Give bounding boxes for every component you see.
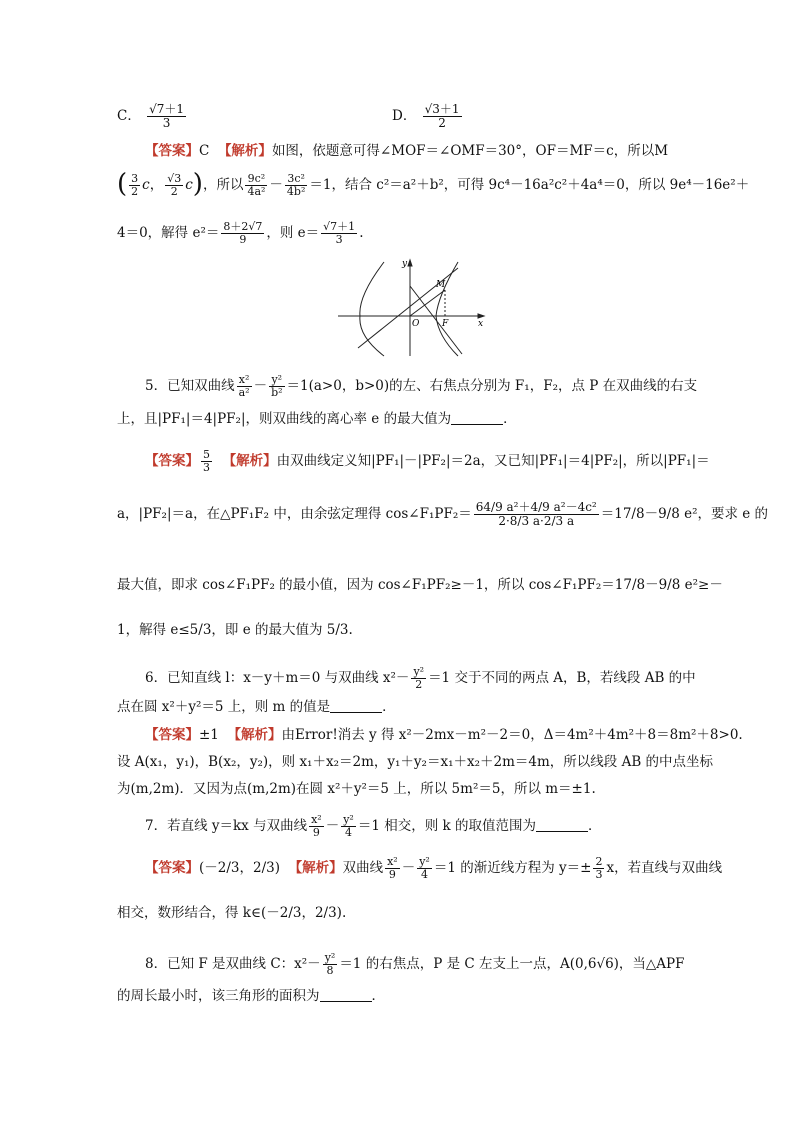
q4-answer-line [145,141,705,161]
q6-analysis-3: 为(m,2m)．又因为点(m,2m)在圆 x²＋y²＝5 上，所以 5m²＝5，所以 m＝±1. [117,781,596,797]
answer-tag: 【答案】 [145,860,199,876]
q5-analysis-2a: a，|PF₂|＝ [117,506,186,522]
m-label: M [436,280,446,290]
q5-analysis-1: 由双曲线定义知|PF₁|－|PF₂|＝2a，又已知|PF₁|＝4|PF₂|，所以|PF₁|＝ [276,453,710,469]
q4-analysis-3b: ，则 e＝ [266,225,320,241]
q5-analysis-2b: a，在△PF₁F₂ 中，由余弦定理得 cos∠F₁PF₂＝ [185,506,472,522]
right-branch [436,262,458,356]
q6-question-line-1: 6．已知直线 l：x－y＋m＝0 与双曲线 x²－ $\frac{\text{y²}}{2}$ ＝1 交于不同的两点 A，B，若线段 AB 的中 [145,665,696,691]
answer-blank [536,819,588,832]
q5-question-line-2: 上，且|PF₁|＝4|PF₂|，则双曲线的离心率 e 的最大值为 ． [117,411,517,427]
answer-blank [320,989,372,1002]
q7-analysis-line-2 [117,903,677,923]
q5-analysis-line-4 [117,620,677,640]
x-axis-arrow [478,314,484,318]
option-d [392,96,592,136]
q8-question-line-1: 8．已知 F 是双曲线 C：x²－ $\frac{\text{y²}}{8}$ ＝1 的右焦点，P 是 C 左支上一点，A(0,6√6)，当△APF [145,951,685,977]
answer-blank [330,700,382,713]
q5-analysis-line-3 [117,575,723,595]
answer-blank [451,412,503,425]
q6-answer: ±1 [199,727,219,743]
cosine-fraction: $\frac{\text{64/9 a²＋4/9 a²－4c²}}{2\cdot 8/3 a\cdot 2/3 a}$ [475,500,597,528]
q6-q2: 点在圆 x²＋y²＝5 上，则 m 的值是 [117,699,331,715]
q7-question-line: 7．若直线 y＝kx 与双曲线 $\frac{\text{x²}}{9}$ － $\frac{\text{y²}}{4}$ ＝1 相交，则 k 的取值范围为 ． [145,813,602,839]
q6-q1b: ＝1 交于不同的两点 A，B，若线段 AB 的中 [428,670,696,686]
q5-q1b: ＝1(a>0，b>0)的左、右焦点分别为 F₁，F₂，点 P 在双曲线的右支 [286,378,698,394]
q8-question-line-2: 的周长最小时，该三角形的面积为 ． [117,988,385,1004]
y-label: y [402,259,408,269]
origin-label: O [412,319,420,329]
q4-analysis-1: 如图，依题意可得∠MOF＝∠OMF＝30°，OF＝MF＝c，所以M [271,143,669,159]
q6-analysis-2: 设 A(x₁，y₁)，B(x₂，y₂)，则 x₁＋x₂＝2m，y₁＋y₂＝x₁＋x₂＋2m＝4m，所以线段 AB 的中点坐标 [117,754,714,770]
q5-answer-line [145,441,710,481]
f-label: F [442,319,449,329]
q4-analysis-2a: ，所以 [202,177,244,193]
q5-q2: 上，且|PF₁|＝4|PF₂|，则双曲线的离心率 e 的最大值为 [117,411,452,427]
y-axis-arrow [408,260,412,266]
q8-q2: 的周长最小时，该三角形的面积为 [117,988,320,1004]
q6-answer-line [145,725,743,745]
q7-q1b: ＝1 相交，则 k 的取值范围为 [357,818,536,834]
analysis-tag: 【解析】 [227,727,282,743]
option-c-label: C． [117,108,141,124]
left-branch [360,262,384,356]
x-label: x [478,319,484,329]
q4-analysis-3a: 4＝0，解得 e²＝ [117,225,220,241]
q6-q1a: 6．已知直线 l：x－y＋m＝0 与双曲线 x²－ [145,670,410,686]
q6-analysis-1: 由Error!消去 y 得 x²－2mx－m²－2＝0，Δ＝4m²＋4m²＋8＝8m²＋8>0. [281,727,743,743]
q8-q1a: 8．已知 F 是双曲线 C：x²－ [145,956,321,972]
q6-question-line-2: 点在圆 x²＋y²＝5 上，则 m 的值是 ． [117,699,396,715]
option-d-fraction: $\frac{√3+1}{2}$ [424,102,460,130]
q5-analysis-4: 1，解得 e≤5/3，即 e 的最大值为 5/3. [117,622,353,638]
q5-q1a: 5．已知双曲线 [145,378,235,394]
q7-answer: (－2/3，2/3) [199,860,280,876]
q8-q1b: ＝1 的右焦点，P 是 C 左支上一点，A(0,6√6)，当△APF [339,956,685,972]
q7-analysis-1b: ＝1 的渐近线方程为 y＝± [433,860,592,876]
q7-analysis-1c: x，若直线与双曲线 [606,860,723,876]
option-c-fraction: $\frac{√7+1}{3}$ [149,102,185,130]
q6-analysis-line-3 [117,779,677,799]
option-d-label: D． [392,108,417,124]
analysis-tag: 【解析】 [217,143,272,159]
q4-answer: C [199,143,210,159]
hyperbola-diagram [338,256,488,358]
q5-analysis-2c: ＝17/8－9/8 e²，要求 e 的 [600,506,769,522]
analysis-tag: 【解析】 [222,453,277,469]
q4-analysis-line-2: ( $\frac{3}{2}$ c， $\frac{√3}{2}$ c)，所以 $\frac{\text{9c²}}{\text{4a²}}$ － $\frac{\text{3c²}}{\text{4b²}}$ ＝1，结合 c²＝a²＋b²，可得 9c⁴－16a²c²＋4a⁴＝0，所以 9e⁴－16e²＋ [117,169,750,199]
q7-analysis-2: 相交，数形结合，得 k∈(－2/3，2/3). [117,905,347,921]
q5-analysis-line-2 [117,484,769,544]
answer-tag: 【答案】 [145,727,199,743]
answer-tag: 【答案】 [145,453,199,469]
q4-analysis-2b: ＝1，结合 c²＝a²＋b²，可得 9c⁴－16a²c²＋4a⁴＝0，所以 9e⁴－16e²＋ [309,177,750,193]
answer-tag: 【答案】 [145,143,199,159]
q6-analysis-line-2 [117,752,714,772]
q5-question-line-1: 5．已知双曲线 $\frac{\text{x²}}{\text{a²}}$ － $\frac{\text{y²}}{\text{b²}}$ ＝1(a>0，b>0)的左、右焦点分别为 F₁，F₂，点 P 在双曲线的右支 [145,373,698,399]
q7-q1a: 7．若直线 y＝kx 与双曲线 [145,818,308,834]
analysis-tag: 【解析】 [288,860,343,876]
q4-analysis-3c: . [359,225,364,241]
segment-om [410,290,445,316]
q5-analysis-3: 最大值，即求 cos∠F₁PF₂ 的最小值，因为 cos∠F₁PF₂≥－1，所以 cos∠F₁PF₂＝17/8－9/8 e²≥－ [117,577,723,593]
q5-answer: $\frac{5}{3}$ [203,448,210,474]
q7-analysis-1a: 双曲线 [342,860,384,876]
q4-analysis-line-3: 4＝0，解得 e²＝ $\frac{8+2√7}{9}$ ，则 e＝ $\frac{√7+1}{3}$ . [117,220,364,246]
q7-answer-line: 【答案】(－2/3，2/3) 【解析】双曲线 $\frac{\text{x²}}{9}$ － $\frac{\text{y²}}{4}$ ＝1 的渐近线方程为 y＝± $\frac{2}{3}$ x，若直线与双曲线 [145,855,723,881]
